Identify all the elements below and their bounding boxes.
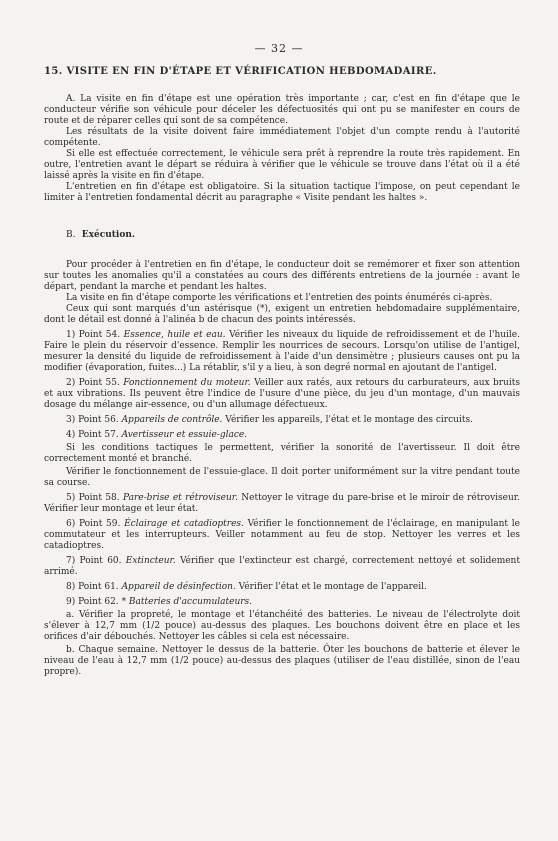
page-number: — 32 — xyxy=(254,42,304,55)
paragraph: Si les conditions tactiques le permettent, vérifier la sonorité de l'avertisseur. Il doit être correctement monté et branché. xyxy=(44,443,520,464)
point-number: 1) Point 54. xyxy=(66,330,121,340)
point-number: 5) Point 58. xyxy=(66,493,120,503)
point-label: Pare-brise et rétroviseur. xyxy=(122,493,238,503)
point-number: 6) Point 59. xyxy=(66,519,121,529)
point-text: Veiller aux ratés, aux retours du carburateurs, aux bruits et aux vibrations. Ils peuvent être l'indice de l'usure d'une pièce, du jeu d'un montage, d'un mauvais dosage du mélange air-essence, ou d'un allumage défectueux. xyxy=(44,378,520,410)
section-title: 15. VISITE EN FIN D'ÉTAPE ET VÉRIFICATION HEBDOMADAIRE. xyxy=(44,66,437,77)
point-item xyxy=(44,378,520,411)
paragraph: Les résultats de la visite doivent faire immédiatement l'objet d'un compte rendu à l'autorité compétente. xyxy=(44,127,520,148)
paragraph: Ceux qui sont marqués d'un astérisque (*), exigent un entretien hebdomadaire supplémentaire, dont le détail est donné à l'alinéa b de chacun des points intéressés. xyxy=(44,304,520,325)
point-text: Vérifier l'état et le montage de l'appareil. xyxy=(238,582,427,592)
point-label: Extincteur. xyxy=(125,556,176,566)
point-item xyxy=(44,330,520,374)
point-number: 9) Point 62. xyxy=(66,597,119,607)
point-number: 7) Point 60. xyxy=(66,556,122,566)
point-label: Appareil de désinfection. xyxy=(121,582,236,592)
point-number: 4) Point 57. xyxy=(66,430,119,440)
paragraph: L'entretien en fin d'étape est obligatoire. Si la situation tactique l'impose, on peut cependant le limiter à l'entretien fondamental décrit au paragraphe « Visite pendant les haltes ». xyxy=(44,182,520,203)
point-label: Fonctionnement du moteur. xyxy=(123,378,251,388)
point-item xyxy=(44,582,520,593)
paragraph: b. Chaque semaine. Nettoyer le dessus de la batterie. Ôter les bouchons de batterie et élever le niveau de l'eau à 12,7 mm (1/2 pouce) au-dessus des plaques (utiliser de l'eau distillée, sinon de l'eau propre). xyxy=(44,645,520,677)
point-number: 3) Point 56. xyxy=(66,415,119,425)
point-item xyxy=(44,430,520,441)
paragraph: Vérifier le fonctionnement de l'essuie-glace. Il doit porter uniformément sur la vitre pendant toute sa course. xyxy=(44,467,520,488)
subsection-heading xyxy=(44,230,520,241)
point-label: Appareils de contrôle. xyxy=(121,415,223,425)
point-text: Vérifier que l'extincteur est chargé, correctement nettoyé et solidement arrimé. xyxy=(44,556,520,577)
point-item xyxy=(44,493,520,515)
paragraph: A. La visite en fin d'étape est une opération très importante ; car, c'est en fin d'étape que le conducteur vérifie son véhicule pour déceler les défectuosités qui ont pu se manifester en cours de route et de réparer celles qui sont de sa compétence. xyxy=(44,94,520,126)
paragraph: Pour procéder à l'entretien en fin d'étape, le conducteur doit se remémorer et fixer son attention sur toutes les anomalies qu'il a constatées au cours des différents entretiens de la journée : avant le départ, pendant la marche et pendant les haltes. xyxy=(44,260,520,292)
paragraph: La visite en fin d'étape comporte les vérifications et l'entretien des points énumérés ci-après. xyxy=(66,293,493,303)
point-item xyxy=(44,519,520,552)
point-text: Vérifier les niveaux du liquide de refroidissement et de l'huile. Faire le plein du réservoir d'essence. Remplir les nourrices de secours. Lorsqu'on utilise de l'antigel, mesurer la densité du liquide de refroidissement à l'aide d'un densimètre ; plusieurs causes ont pu la modifier (évaporation, fuites...) La rétablir, s'il y a lieu, à son degré normal en ajoutant de l'antigel. xyxy=(44,330,520,373)
point-label: Essence, huile et eau. xyxy=(123,330,226,340)
document-body xyxy=(44,94,520,678)
point-text: Vérifier les appareils, l'état et le montage des circuits. xyxy=(225,415,473,425)
subsection-title: Exécution. xyxy=(81,230,135,240)
point-number: 2) Point 55. xyxy=(66,378,120,388)
point-item xyxy=(44,415,520,426)
point-label: * Batteries d'accumulateurs. xyxy=(121,597,253,607)
paragraph: a. Vérifier la propreté, le montage et l'étanchéité des batteries. Le niveau de l'électrolyte doit s'élever à 12,7 mm (1/2 pouce) au-dessus des plaques. Les bouchons doivent être en place et les orifices d'air débouchés. Nettoyer les câbles si cela est nécessaire. xyxy=(44,610,520,642)
point-label: Éclairage et catadioptres. xyxy=(124,519,244,529)
subsection-letter: B. xyxy=(66,230,76,240)
point-number: 8) Point 61. xyxy=(66,582,119,592)
point-item xyxy=(44,556,520,578)
point-text: Nettoyer le vitrage du pare-brise et le miroir de rétroviseur. Vérifier leur montage et leur état. xyxy=(44,493,520,514)
point-text: Vérifier le fonctionnement de l'éclairage, en manipulant le commutateur et les interrupteurs. Veiller notamment au feu de stop. Nettoyer les verres et les catadioptres. xyxy=(44,519,520,551)
paragraph: Si elle est effectuée correctement, le véhicule sera prêt à reprendre la route très rapidement. En outre, l'entretien avant le départ se réduira à vérifier que le véhicule se trouve dans l'état où il a été laissé après la visite en fin d'étape. xyxy=(44,149,520,181)
point-label: Avertisseur et essuie-glace. xyxy=(121,430,248,440)
point-item xyxy=(44,597,520,608)
